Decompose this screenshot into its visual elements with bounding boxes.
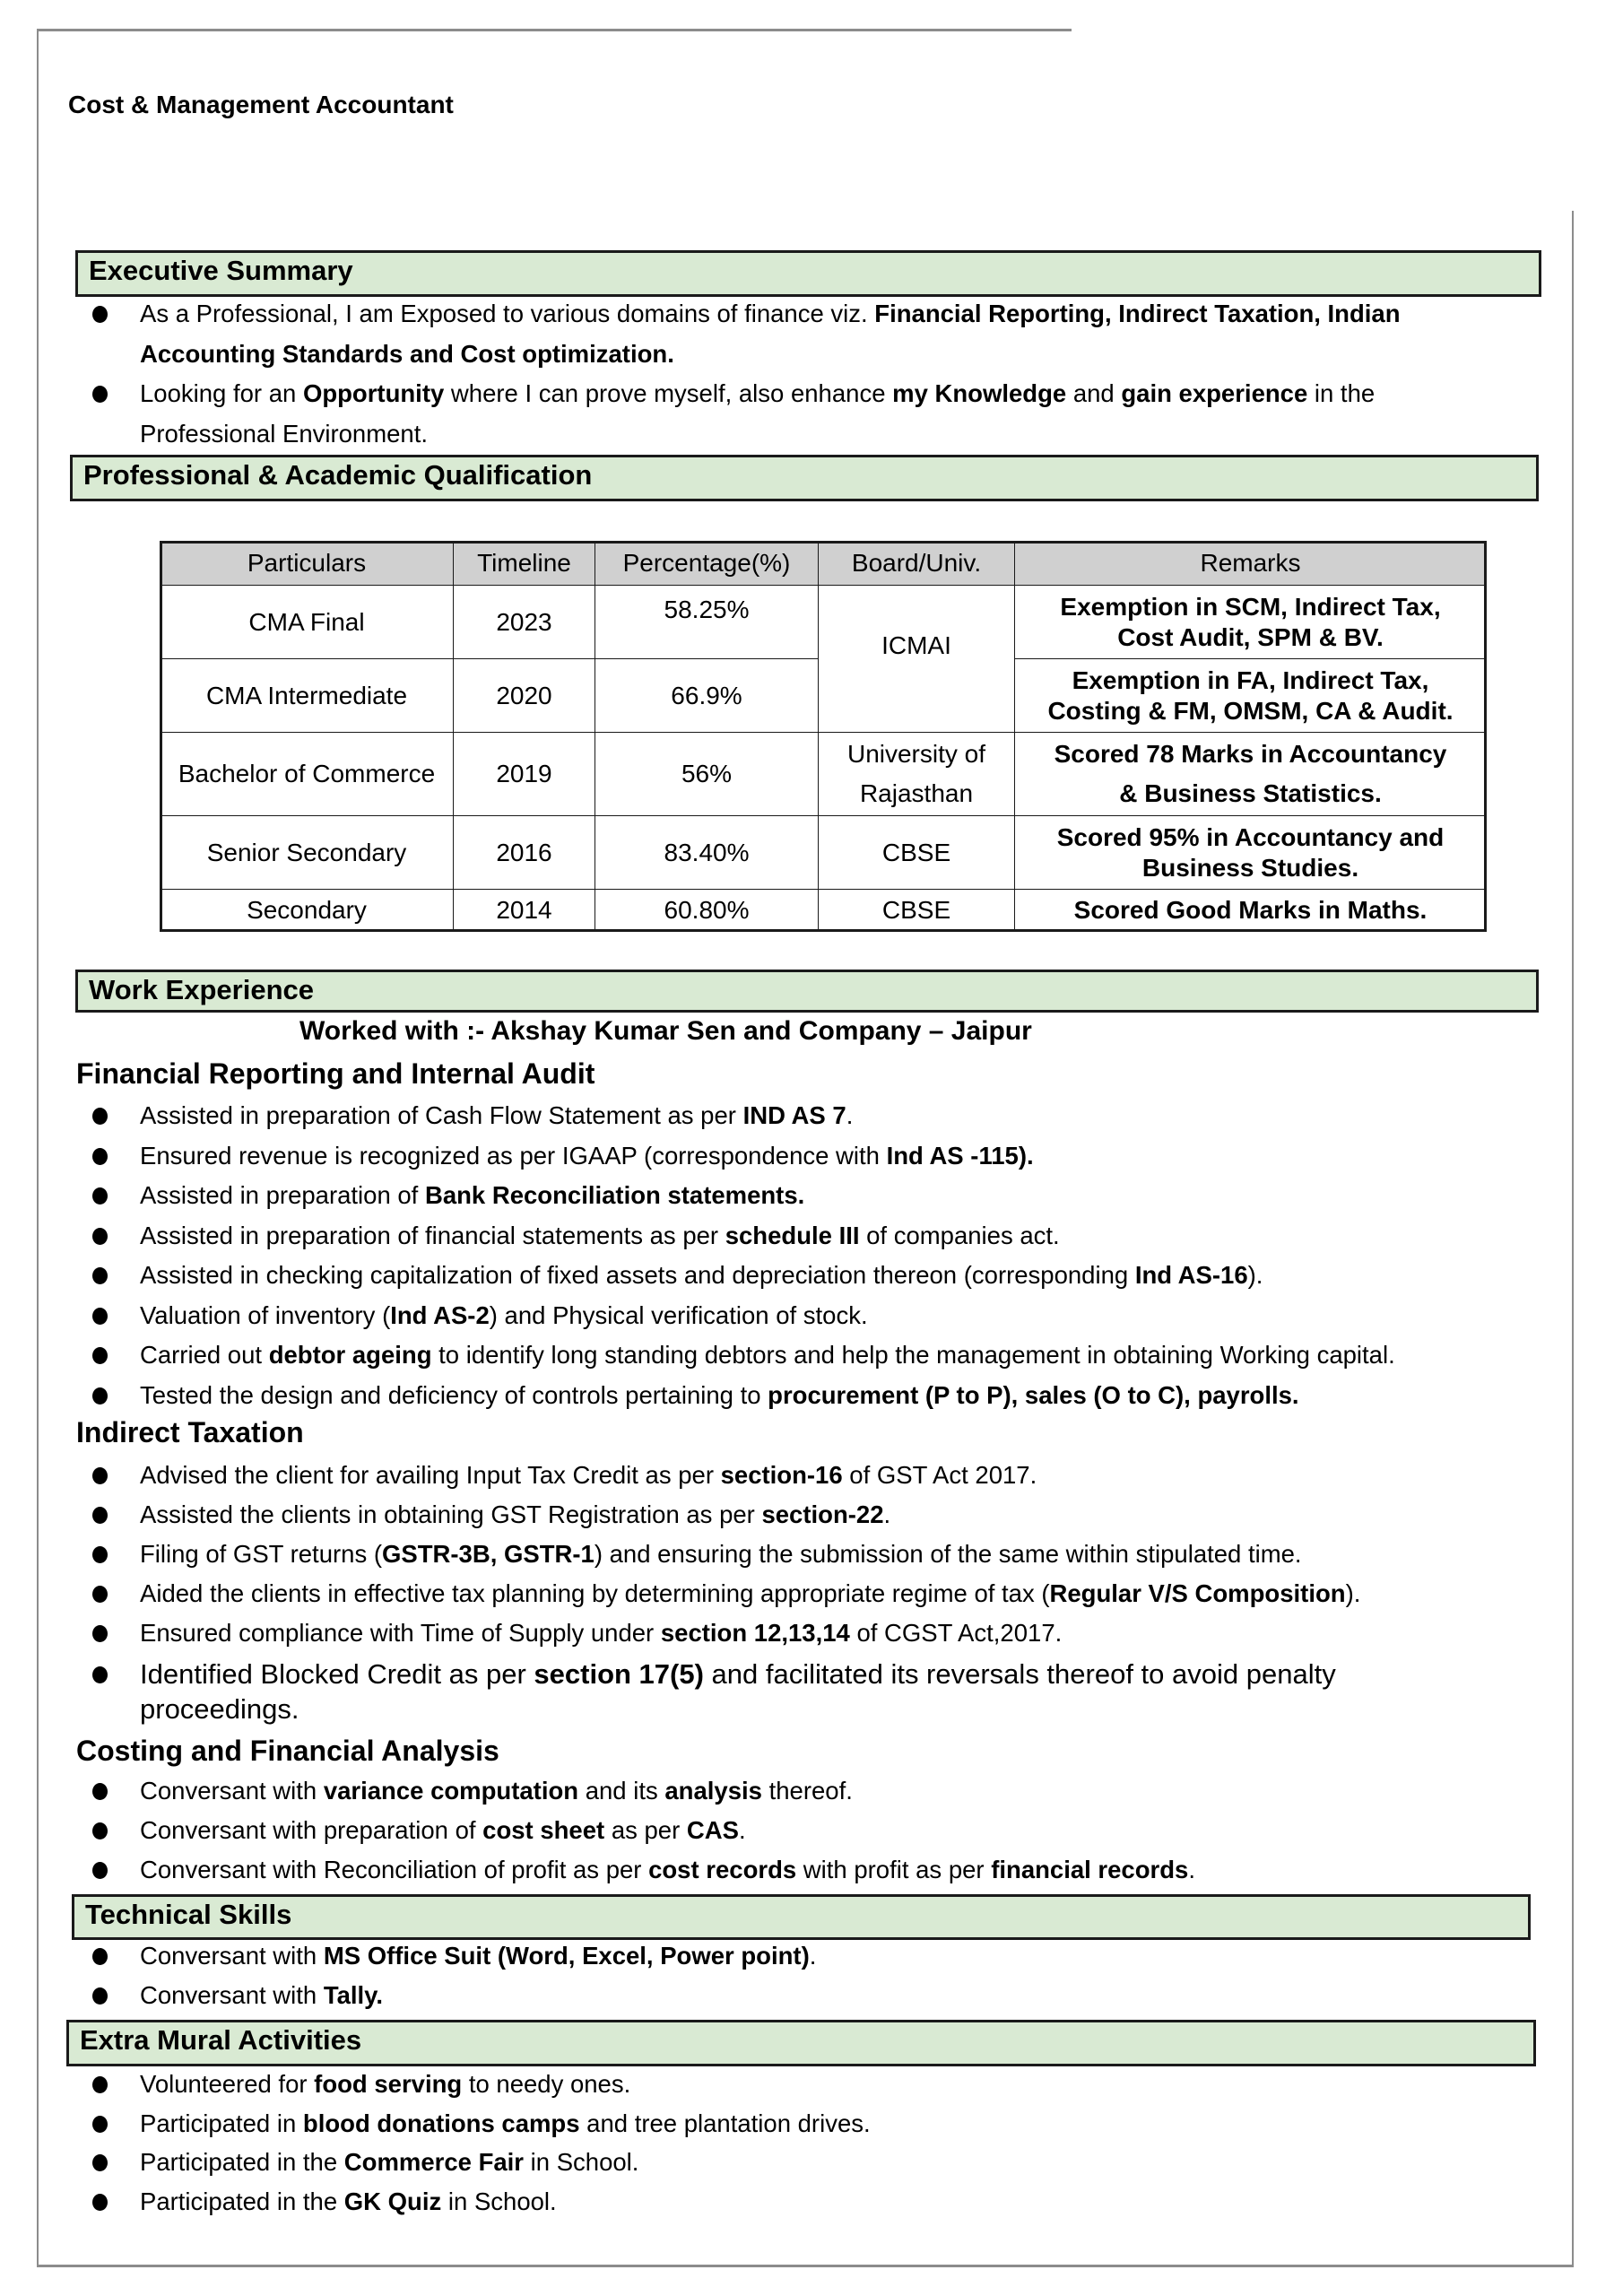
page-border-right	[1572, 211, 1574, 2267]
bold-text: gain experience	[1121, 379, 1308, 407]
text-run: to identify long standing debtors and help the management in obtaining Working capital.	[431, 1341, 1395, 1369]
text-run: and tree plantation drives.	[579, 2109, 871, 2137]
qualification-table	[160, 541, 1487, 932]
cell-text: University of	[846, 740, 986, 768]
bullet-icon	[92, 1783, 108, 1800]
list-item-text	[140, 1178, 804, 1213]
bold-text: blood donations camps	[302, 2109, 580, 2137]
cell-text: 2014	[496, 896, 552, 924]
bold-text: Tally.	[323, 1981, 384, 2009]
table-cell-timeline	[453, 889, 595, 932]
bold-text: Bank Reconciliation statements.	[424, 1181, 805, 1209]
text-run: Valuation of inventory (	[140, 1300, 391, 1329]
text-run: .	[846, 1101, 854, 1129]
text-run: Aided the clients in effective tax planning by determining appropriate regime of tax (	[140, 1579, 1050, 1607]
table-cell-percentage	[595, 658, 819, 733]
subsection-title-costing: Costing and Financial Analysis	[76, 1735, 499, 1767]
table-cell-timeline	[453, 658, 595, 733]
cell-text: Cost Audit, SPM & BV.	[1117, 622, 1384, 651]
cell-text: CBSE	[881, 896, 951, 924]
bullet-icon	[92, 2194, 108, 2211]
bold-text: financial records	[991, 1856, 1189, 1883]
cell-text: Rajasthan	[859, 779, 974, 807]
bold-text: cost sheet	[482, 1816, 605, 1844]
bold-text: section-16	[720, 1461, 843, 1489]
cell-text: Scored 95% in Accountancy and	[1056, 822, 1445, 851]
text-run: Assisted the clients in obtaining GST Registration as per	[140, 1500, 762, 1528]
bullet-icon	[92, 1987, 108, 2005]
text-run: of companies act.	[859, 1221, 1060, 1249]
text-run: Assisted in preparation of financial statements as per	[140, 1221, 725, 1249]
table-cell-percentage	[595, 889, 819, 932]
table-cell-remarks	[1014, 658, 1487, 733]
page-border-left	[37, 29, 39, 2267]
text-run: and	[1066, 379, 1122, 407]
bullet-icon	[92, 1586, 108, 1603]
list-item-text	[140, 2106, 871, 2142]
cell-text: 83.40%	[664, 838, 750, 866]
bullet-icon	[92, 2116, 108, 2133]
cell-text: 60.80%	[664, 896, 750, 924]
bullet-icon	[92, 1308, 108, 1325]
bold-text: procurement (P to P), sales (O to C), payrolls.	[768, 1380, 1299, 1409]
page-border-top	[38, 29, 1072, 31]
bullet-icon	[92, 1948, 108, 1965]
cell-text: CMA Intermediate	[205, 681, 408, 709]
table-header-timeline	[453, 541, 595, 586]
bold-text: Ind AS -115	[886, 1141, 1019, 1170]
subsection-title-indirect-taxation: Indirect Taxation	[76, 1416, 304, 1448]
header-label: Timeline	[477, 549, 571, 577]
cell-text: Scored Good Marks in Maths.	[1073, 896, 1428, 924]
employer-line: Worked with :- Akshay Kumar Sen and Company – Jaipur	[299, 1016, 1032, 1046]
bullet-icon	[92, 1347, 108, 1364]
table-cell-board-icmai	[818, 585, 1015, 733]
text-run: ).	[1247, 1261, 1263, 1289]
list-item-text	[140, 1813, 746, 1848]
text-run: Ensured compliance with Time of Supply under	[140, 1619, 661, 1647]
bullet-icon	[92, 1387, 108, 1405]
list-item-text	[140, 1378, 1299, 1413]
list-item-text	[140, 1978, 383, 2013]
text-run: Participated in the	[140, 2148, 344, 2176]
text-run: ).	[1345, 1579, 1361, 1607]
bullet-icon	[92, 1546, 108, 1563]
bold-text: my Knowledge	[892, 379, 1067, 407]
cell-text: CMA Final	[248, 607, 365, 636]
table-cell-remarks	[1014, 889, 1487, 932]
list-item-text	[140, 1457, 1037, 1493]
cell-text: Secondary	[247, 896, 367, 924]
section-heading: Extra Mural Activities	[80, 2024, 362, 2056]
header-label: Remarks	[1200, 549, 1301, 577]
bullet-icon	[92, 1666, 108, 1683]
page-border-bottom	[37, 2265, 1574, 2267]
bold-text: CAS	[686, 1816, 739, 1844]
text-run: to needy ones.	[462, 2070, 631, 2098]
text-run: in School.	[441, 2187, 557, 2215]
list-item-text	[140, 2184, 557, 2220]
cell-text: CBSE	[881, 838, 951, 866]
bullet-icon	[92, 2076, 108, 2093]
cell-text: Scored 78 Marks in Accountancy	[1054, 740, 1447, 768]
text-run: .	[809, 1942, 817, 1970]
list-item-text	[140, 1337, 1395, 1373]
job-title: Cost & Management Accountant	[68, 91, 454, 118]
list-item-text	[140, 1692, 299, 1727]
cell-text: & Business Statistics.	[1119, 779, 1382, 807]
section-heading: Executive Summary	[89, 255, 353, 286]
text-run: Participated in the	[140, 2187, 344, 2215]
text-run: Advised the client for availing Input Tax Credit as per	[140, 1461, 721, 1489]
list-item-text	[140, 1576, 1360, 1612]
text-run: in School.	[524, 2148, 639, 2176]
bold-text: MS Office Suit (Word, Excel, Power point)	[323, 1942, 810, 1970]
list-item-text	[140, 2066, 630, 2102]
table-cell-percentage	[595, 732, 819, 816]
cell-text: 56%	[681, 760, 733, 787]
bullet-icon	[92, 1148, 108, 1165]
list-item-text	[140, 1536, 1302, 1572]
table-cell-board	[818, 815, 1015, 890]
table-header-board	[818, 541, 1015, 586]
section-header-work-experience	[75, 970, 1539, 1013]
text-run: where I can prove myself, also enhance	[444, 379, 893, 407]
table-cell-board	[818, 732, 1015, 816]
text-run: Professional Environment.	[140, 420, 428, 448]
text-run: ) and Physical verification of stock.	[489, 1300, 868, 1329]
text-run: Assisted in preparation of	[140, 1181, 425, 1209]
list-item-text	[140, 336, 674, 372]
bullet-icon	[92, 1507, 108, 1524]
table-header-remarks	[1014, 541, 1487, 586]
text-run: with profit as per	[796, 1856, 992, 1883]
text-run: Volunteered for	[140, 2070, 315, 2098]
cell-text: ICMAI	[881, 631, 951, 659]
list-item-text	[140, 1098, 853, 1134]
table-cell-particulars	[160, 732, 454, 816]
bold-text: food serving	[314, 2070, 463, 2098]
section-heading: Technical Skills	[85, 1899, 292, 1930]
text-run: .	[1188, 1856, 1195, 1883]
cell-text: Exemption in FA, Indirect Tax,	[1072, 665, 1429, 694]
table-cell-remarks	[1014, 732, 1487, 816]
bold-text: schedule III	[725, 1221, 860, 1249]
bullet-icon	[92, 1228, 108, 1245]
text-run: Conversant with	[140, 1777, 324, 1805]
bold-text: section-22	[761, 1500, 884, 1528]
list-item-text	[140, 2144, 638, 2180]
bold-text: Regular V/S Composition	[1049, 1579, 1346, 1607]
header-label: Board/Univ.	[851, 549, 982, 577]
cell-text: Bachelor of Commerce	[178, 760, 436, 787]
table-cell-timeline	[453, 732, 595, 816]
text-run: Filing of GST returns (	[140, 1540, 382, 1568]
list-item-text	[140, 1938, 816, 1974]
text-run: Participated in	[140, 2109, 303, 2137]
text-run: Assisted in preparation of Cash Flow Statement as per	[140, 1101, 743, 1129]
bold-text: Ind AS-2	[390, 1300, 490, 1329]
bold-text: GK Quiz	[343, 2187, 442, 2215]
table-cell-board	[818, 889, 1015, 932]
text-run: Carried out	[140, 1341, 269, 1369]
text-run: of GST Act 2017.	[842, 1461, 1037, 1489]
list-item-text	[140, 1615, 1062, 1651]
list-item-text	[140, 1218, 1060, 1254]
bullet-icon	[92, 306, 108, 323]
list-item-text	[140, 1773, 853, 1809]
section-header-technical-skills	[72, 1894, 1531, 1940]
bold-text: GSTR-3B, GSTR-1	[382, 1540, 595, 1568]
text-run: Identified Blocked Credit as per	[140, 1658, 534, 1690]
text-run: Conversant with Reconciliation of profit as per	[140, 1856, 649, 1883]
bullet-icon	[92, 386, 108, 403]
bullet-icon	[92, 1267, 108, 1284]
section-header-executive-summary	[75, 250, 1541, 297]
section-heading: Work Experience	[89, 974, 314, 1005]
bold-text: ).	[1018, 1141, 1034, 1170]
cell-text: Exemption in SCM, Indirect Tax,	[1060, 592, 1441, 621]
text-run: .	[883, 1500, 891, 1528]
text-run: and facilitated its reversals thereof to avoid penalty	[703, 1658, 1336, 1690]
bold-text: Accounting Standards and Cost optimization.	[140, 340, 674, 368]
table-header-percentage	[595, 541, 819, 586]
list-item-text	[140, 1138, 1034, 1174]
table-header-particulars	[160, 541, 454, 586]
table-cell-particulars	[160, 585, 454, 659]
bullet-icon	[92, 1862, 108, 1879]
table-cell-timeline	[453, 815, 595, 890]
list-item-text	[140, 416, 428, 452]
list-item-text	[140, 1657, 1336, 1692]
cell-text: Senior Secondary	[206, 838, 407, 866]
text-run: as per	[604, 1816, 687, 1844]
bold-text: Opportunity	[302, 379, 445, 407]
cell-text: 66.9%	[671, 681, 742, 709]
table-cell-timeline	[453, 585, 595, 659]
subsection-title-financial-reporting: Financial Reporting and Internal Audit	[76, 1057, 595, 1090]
bullet-icon	[92, 2154, 108, 2171]
text-run: in the	[1307, 379, 1376, 407]
bold-text: IND AS 7	[742, 1101, 846, 1129]
bold-text: analysis	[664, 1777, 762, 1805]
text-run: proceedings.	[140, 1693, 299, 1725]
bullet-icon	[92, 1822, 108, 1839]
text-run: Assisted in checking capitalization of fixed assets and depreciation thereon (corresponding	[140, 1261, 1135, 1289]
section-heading: Professional & Academic Qualification	[83, 459, 593, 491]
bold-text: Ind AS-16	[1134, 1261, 1248, 1289]
section-header-extra-mural	[66, 2020, 1536, 2066]
bold-text: Financial Reporting, Indirect Taxation, Indian	[874, 300, 1401, 327]
table-cell-particulars	[160, 889, 454, 932]
text-run: As a Professional, I am Exposed to various domains of finance viz.	[140, 300, 875, 327]
bold-text: debtor ageing	[268, 1341, 432, 1369]
text-run: Tested the design and deficiency of controls pertaining to	[140, 1380, 768, 1409]
cell-text: 2019	[496, 760, 552, 787]
section-header-qualification	[70, 455, 1539, 501]
cell-text: Business Studies.	[1141, 853, 1359, 882]
bold-text: variance computation	[323, 1777, 579, 1805]
bullet-icon	[92, 1187, 108, 1205]
bullet-icon	[92, 1108, 108, 1125]
text-run: thereof.	[761, 1777, 853, 1805]
list-item-text	[140, 1257, 1263, 1293]
bold-text: section 17(5)	[534, 1658, 704, 1690]
text-run: and its	[578, 1777, 665, 1805]
text-run: Conversant with	[140, 1942, 324, 1970]
table-cell-remarks	[1014, 585, 1487, 659]
text-run: Conversant with	[140, 1981, 324, 2009]
bold-text: Commerce Fair	[343, 2148, 525, 2176]
table-cell-particulars	[160, 815, 454, 890]
list-item-text	[140, 296, 1401, 332]
table-cell-percentage	[595, 815, 819, 890]
cell-text: 58.25%	[664, 596, 750, 623]
bullet-icon	[92, 1467, 108, 1484]
cell-text: 2020	[496, 681, 552, 709]
list-item-text	[140, 1298, 868, 1334]
list-item-text	[140, 1497, 890, 1533]
cell-text: Costing & FM, OMSM, CA & Audit.	[1047, 696, 1454, 725]
text-run: Looking for an	[140, 379, 303, 407]
header-label: Particulars	[247, 549, 367, 577]
text-run: of CGST Act,2017.	[849, 1619, 1063, 1647]
text-run: ) and ensuring the submission of the same within stipulated time.	[594, 1540, 1302, 1568]
table-cell-remarks	[1014, 815, 1487, 890]
list-item-text	[140, 1852, 1195, 1888]
text-run: Conversant with preparation of	[140, 1816, 483, 1844]
bold-text: section 12,13,14	[660, 1619, 850, 1647]
header-label: Percentage(%)	[622, 549, 791, 577]
bullet-icon	[92, 1625, 108, 1642]
list-item-text	[140, 376, 1375, 412]
bold-text: cost records	[648, 1856, 797, 1883]
text-run: Ensured revenue is recognized as per IGAAP (correspondence with	[140, 1141, 887, 1170]
table-cell-particulars	[160, 658, 454, 733]
cell-text: 2023	[496, 607, 552, 636]
table-cell-percentage	[595, 585, 819, 659]
text-run: .	[738, 1816, 746, 1844]
cell-text: 2016	[496, 838, 552, 866]
